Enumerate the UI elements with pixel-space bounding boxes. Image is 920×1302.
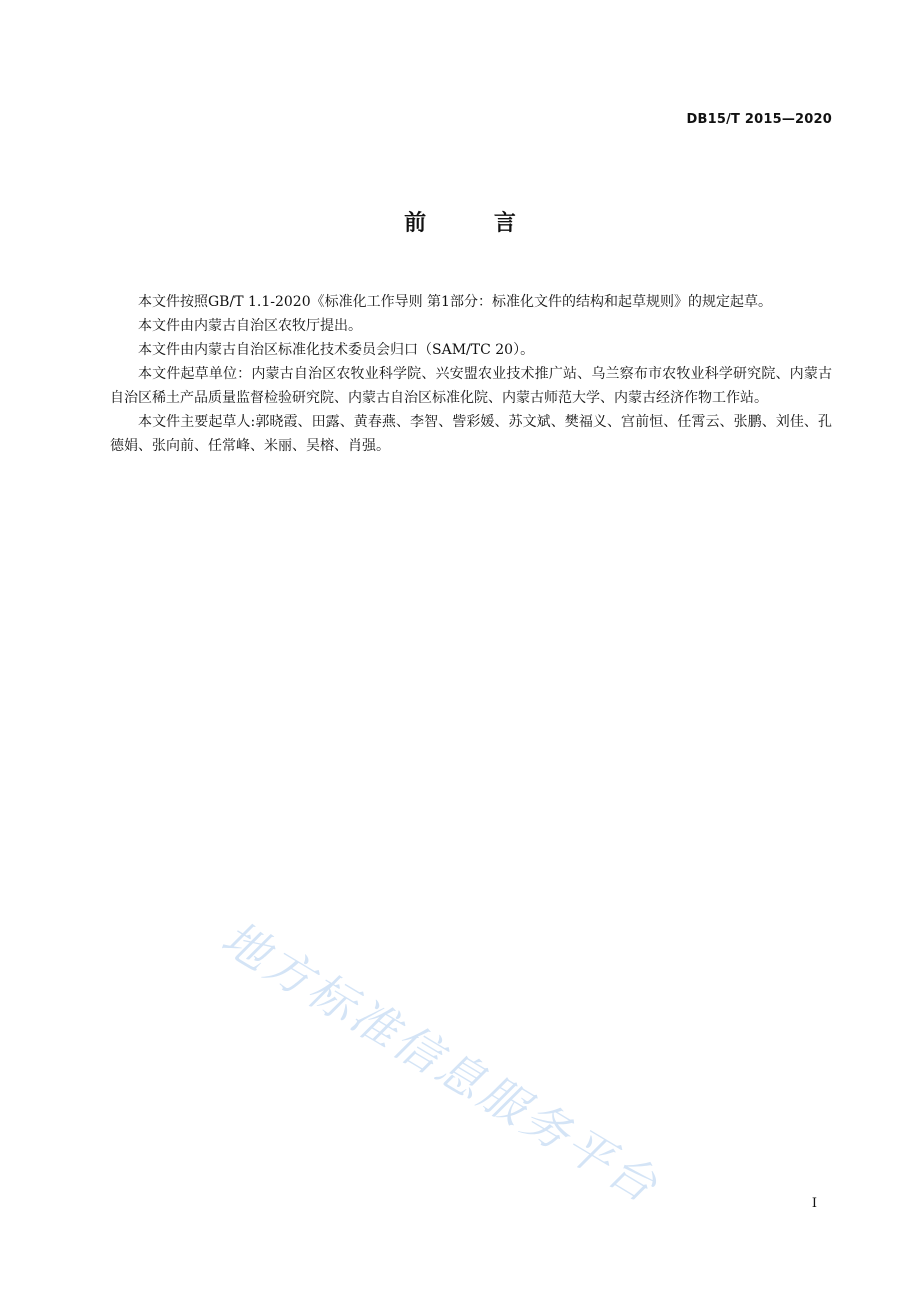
standard-code: DB15/T 2015—2020 [686,112,832,127]
paragraph-drafting-units: 本文件起草单位：内蒙古自治区农牧业科学院、兴安盟农业技术推广站、乌兰察布市农牧业科学研究院、内蒙古自治区稀土产品质量监督检验研究院、内蒙古自治区标准化院、内蒙古师范大学、内蒙古经济作物工作站。 [110,366,832,406]
watermark: 地方标准信息服务平台 [212,910,669,1215]
page-number: I [811,1196,817,1211]
preface-content [110,290,832,458]
paragraph-proposer: 本文件由内蒙古自治区农牧厅提出。 [138,318,362,334]
paragraph-drafters: 本文件主要起草人:郭晓霞、田露、黄春燕、李智、訾彩媛、苏文斌、樊福义、宫前恒、任霄云、张鹏、刘佳、孔德娟、张向前、任常峰、米丽、吴榕、肖强。 [110,414,832,454]
paragraph-custodian: 本文件由内蒙古自治区标准化技术委员会归口（SAM/TC 20）。 [138,342,535,358]
page-title: 前 言 [404,211,546,236]
paragraph-basis: 本文件按照GB/T 1.1-2020《标准化工作导则 第1部分：标准化文件的结构和起草规则》的规定起草。 [138,294,772,310]
